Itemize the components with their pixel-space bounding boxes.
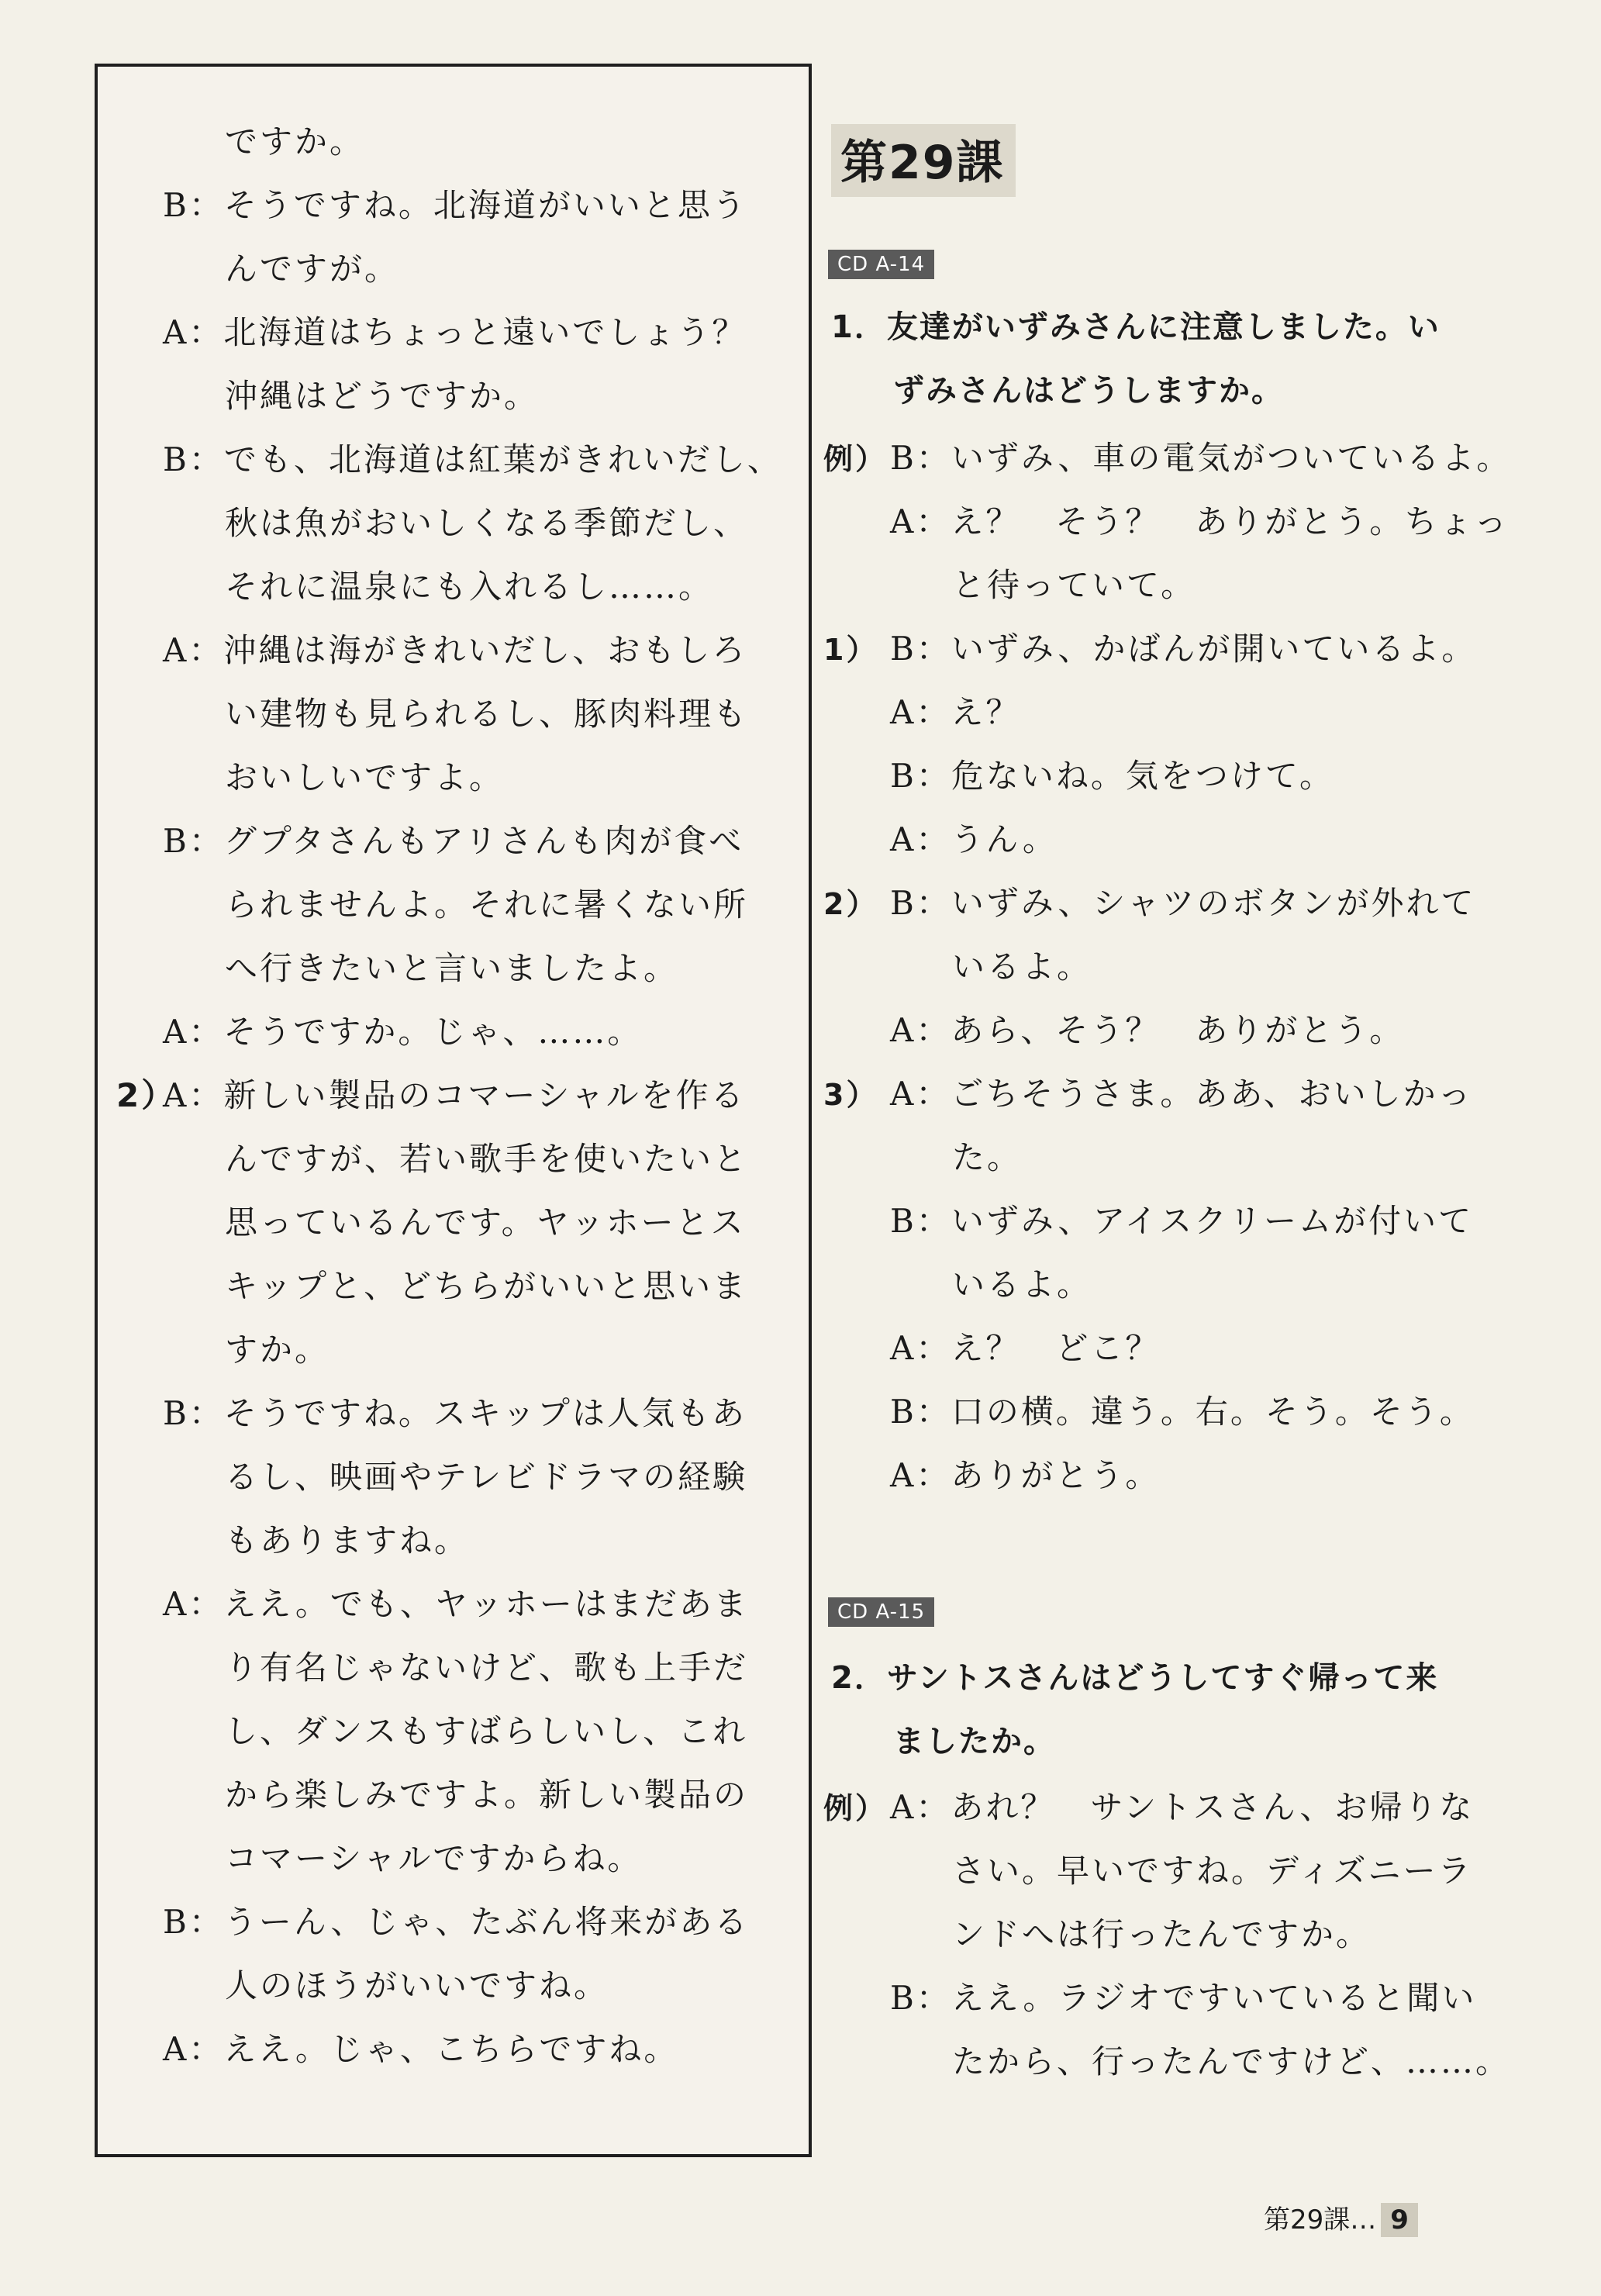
dialogue-line: 2） B：いずみ、シャツのボタンが外れて	[823, 884, 1476, 922]
example-line: B：ええ。ラジオですいていると聞い	[890, 1979, 1477, 2017]
dialogue-line: いるよ。	[952, 948, 1092, 986]
dialogue-line: B：いずみ、アイスクリームが付いて	[890, 1202, 1474, 1240]
question-1: 1．友達がいずみさんに注意しました。い	[831, 309, 1441, 345]
lesson-title: 第29課	[831, 124, 1016, 197]
page-footer	[1264, 2198, 1418, 2237]
dialogue-line: いるよ。	[952, 1265, 1092, 1303]
dialogue-line: それに温泉にも入れるし……。	[225, 568, 714, 606]
dialogue-line: り有名じゃないけど、歌も上手だ	[225, 1649, 749, 1687]
dialogue-line: A：北海道はちょっと遠いでしょう？	[163, 313, 747, 351]
dialogue-line: A：あら、そう？ ありがとう。	[890, 1011, 1405, 1049]
dialogue-line: 秋は魚がおいしくなる季節だし、	[225, 504, 749, 542]
dialogue-line: B：グプタさんもアリさんも肉が食べ	[163, 822, 744, 860]
dialogue-line: んですが。	[225, 250, 400, 288]
dialogue-line: A：うん。	[890, 820, 1058, 858]
dialogue-line: A：ええ。でも、ヤッホーはまだあま	[163, 1585, 749, 1623]
dialogue-line: B：危ないね。気をつけて。	[890, 757, 1335, 795]
dialogue-line: 2）A：新しい製品のコマーシャルを作る	[116, 1076, 746, 1114]
dialogue-line: い建物も見られるし、豚肉料理も	[225, 695, 749, 733]
dialogue-line: もありますね。	[225, 1521, 470, 1559]
dialogue-line: んですが、若い歌手を使いたいと	[225, 1140, 749, 1178]
example-line: たから、行ったんですけど、……。	[952, 2042, 1511, 2080]
question-2-cont: ましたか。	[893, 1724, 1056, 1759]
footer-lesson: 第29課…	[1264, 2205, 1377, 2236]
cd-track-badge: CD A-14	[828, 250, 934, 279]
example-line: ンドへは行ったんですか。	[952, 1915, 1372, 1953]
dialogue-line: A：ええ。じゃ、こちらですね。	[163, 2030, 679, 2068]
dialogue-line: B：そうですね。北海道がいいと思う	[163, 186, 747, 224]
dialogue-line: B：うーん、じゃ、たぶん将来がある	[163, 1903, 750, 1941]
dialogue-line: おいしいですよ。	[225, 758, 505, 796]
example-line: 例）B：いずみ、車の電気がついているよ。	[823, 439, 1512, 477]
example-line: 例）A：あれ？ サントスさん、お帰りな	[823, 1788, 1475, 1826]
dialogue-line: し、ダンスもすばらしいし、これ	[225, 1712, 748, 1750]
dialogue-line: ですか。	[225, 123, 365, 161]
dialogue-line: コマーシャルですからね。	[225, 1839, 643, 1877]
item-number: 1）	[823, 633, 878, 667]
example-label: 例）	[823, 1791, 888, 1825]
question-2: 2．サントスさんはどうしてすぐ帰って来	[831, 1660, 1439, 1696]
dialogue-line: 沖縄はどうですか。	[225, 377, 540, 415]
dialogue-line: A：ありがとう。	[890, 1456, 1161, 1494]
dialogue-line: 思っているんです。ヤッホーとス	[225, 1203, 746, 1241]
item-number: 2）	[116, 1076, 177, 1114]
dialogue-line: A：沖縄は海がきれいだし、おもしろ	[163, 631, 747, 669]
dialogue-line: 1） B：いずみ、かばんが開いているよ。	[823, 630, 1477, 668]
example-line: さい。早いですね。ディズニーラ	[952, 1852, 1473, 1890]
dialogue-line: から楽しみですよ。新しい製品の	[225, 1776, 749, 1814]
dialogue-line: B：そうですね。スキップは人気もあ	[163, 1394, 747, 1432]
dialogue-line: B：口の横。違う。右。そう。そう。	[890, 1393, 1475, 1431]
cd-track-badge: CD A-15	[828, 1597, 934, 1627]
dialogue-line: へ行きたいと言いましたよ。	[225, 949, 679, 987]
example-line: A：え？ そう？ ありがとう。ちょっ	[890, 502, 1510, 540]
dialogue-line: A：そうですか。じゃ、……。	[163, 1013, 643, 1051]
question-1-cont: ずみさんはどうしますか。	[893, 373, 1284, 409]
dialogue-line: B：でも、北海道は紅葉がきれいだし、	[163, 440, 782, 478]
item-number: 2）	[823, 887, 878, 921]
dialogue-line: A：え？	[890, 693, 1021, 731]
example-label: 例）	[823, 442, 888, 476]
dialogue-line: キップと、どちらがいいと思いま	[225, 1267, 748, 1305]
dialogue-line: A：え？ どこ？	[890, 1329, 1161, 1367]
example-line: と待っていて。	[952, 566, 1196, 604]
dialogue-line: すか。	[225, 1331, 330, 1369]
dialogue-line: た。	[952, 1138, 1023, 1176]
dialogue-line: 3） A：ごちそうさま。ああ、おいしかっ	[823, 1075, 1473, 1113]
page-number: 9	[1381, 2203, 1418, 2237]
dialogue-line: るし、映画やテレビドラマの経験	[225, 1458, 748, 1496]
dialogue-line: られませんよ。それに暑くない所	[225, 886, 749, 924]
dialogue-line: 人のほうがいいですね。	[225, 1966, 609, 2004]
item-number: 3）	[823, 1078, 878, 1112]
